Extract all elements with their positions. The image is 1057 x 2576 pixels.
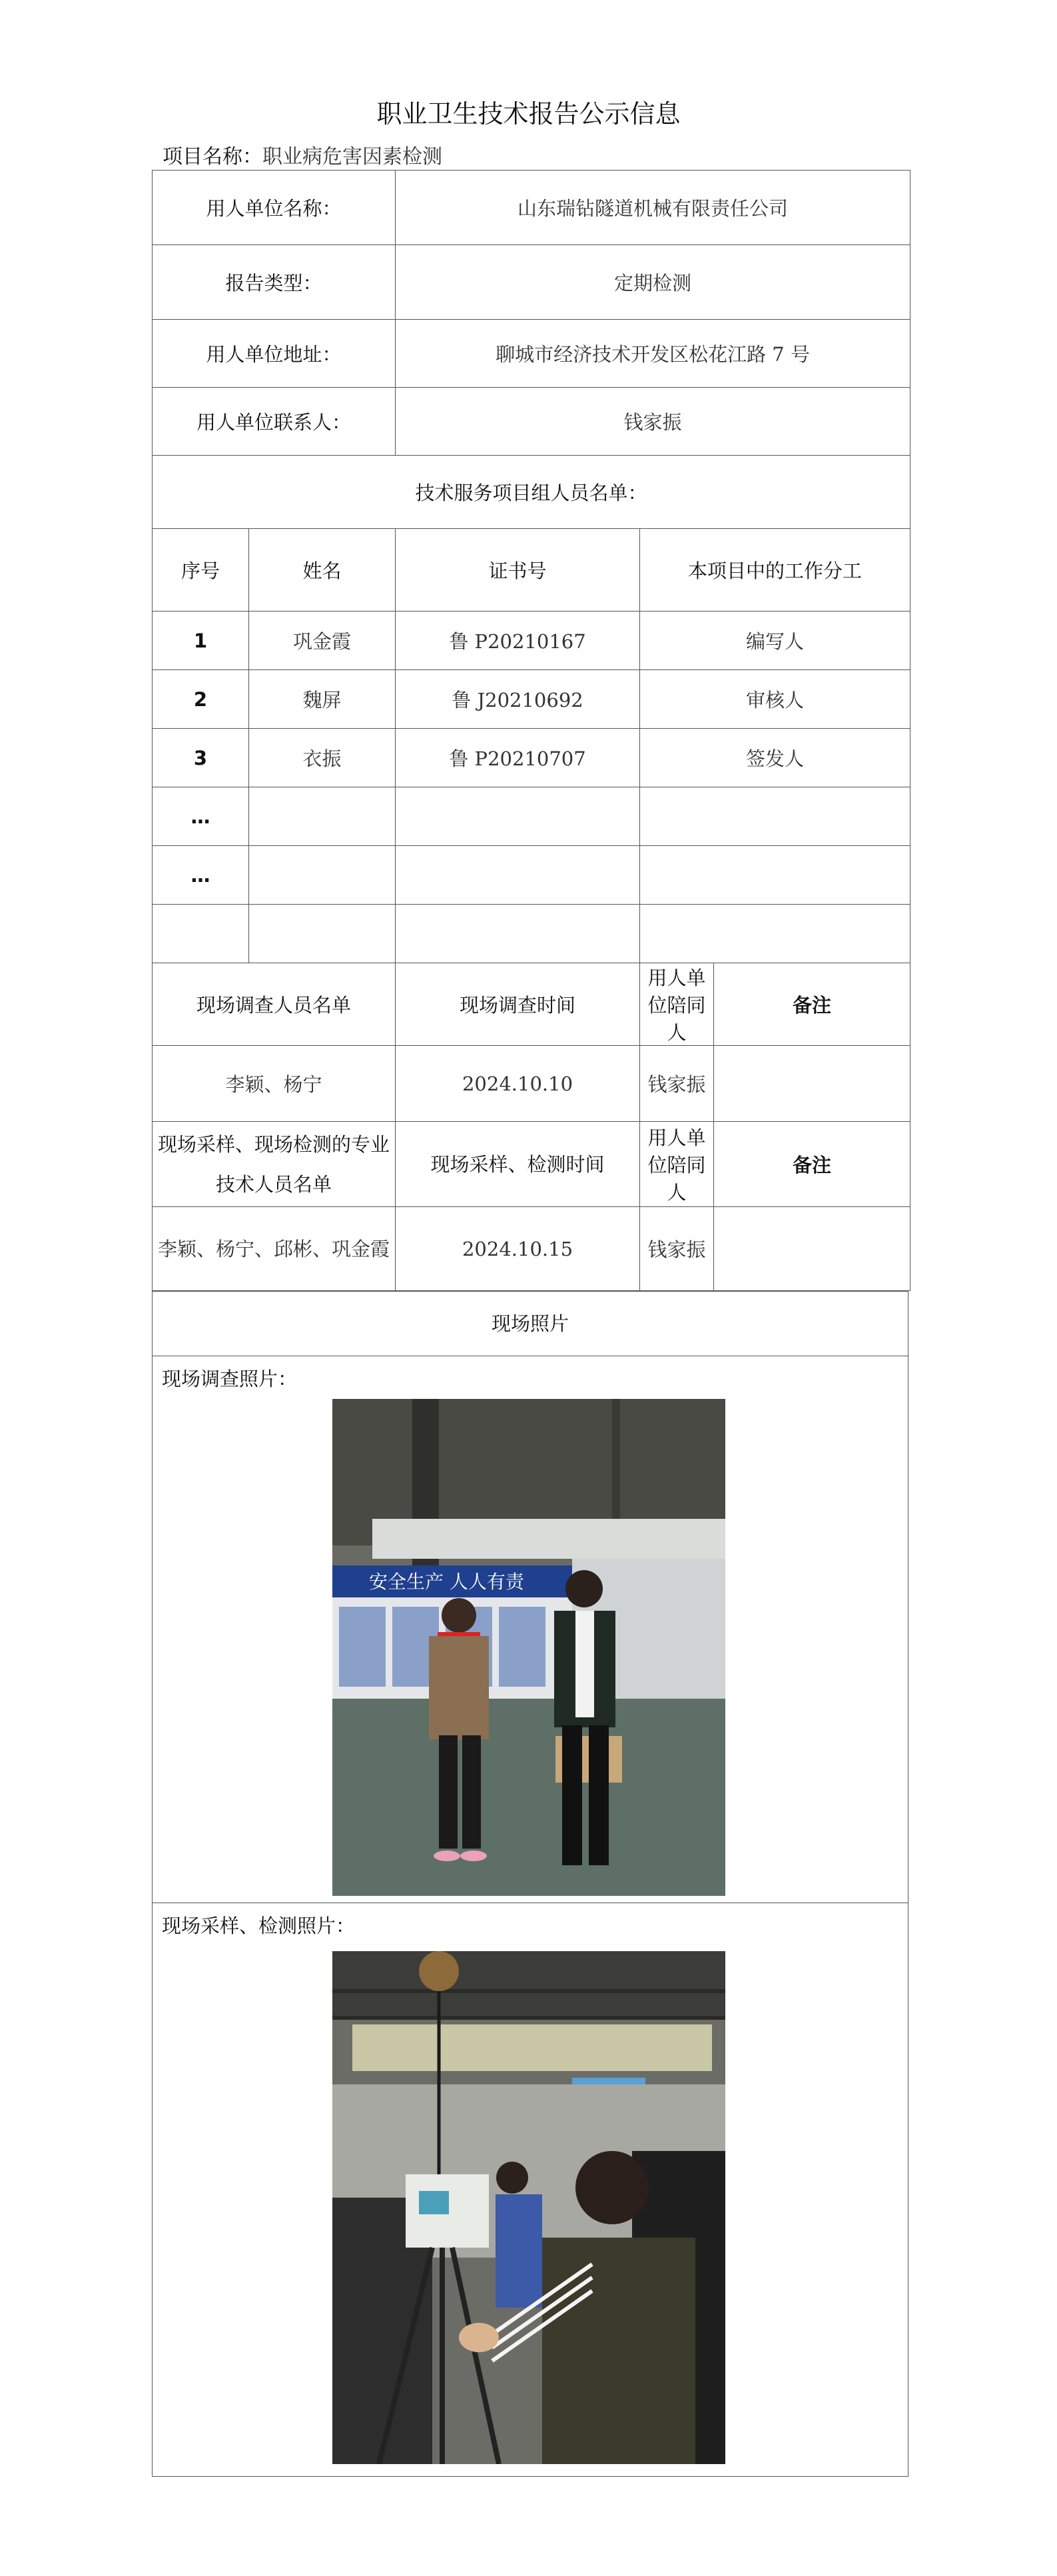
team-row-role xyxy=(640,905,910,963)
banner-text: 安全生产 人人有责 xyxy=(369,1571,524,1593)
survey-photo-label: 现场调查照片： xyxy=(162,1368,298,1390)
team-header-no: 序号 xyxy=(153,529,249,612)
project-line xyxy=(163,140,442,169)
team-row-no: 3 xyxy=(153,729,249,787)
team-row-name: 魏屏 xyxy=(249,670,396,729)
team-row-role: 编写人 xyxy=(640,612,910,670)
team-row-name: 衣振 xyxy=(249,729,396,787)
team-header-cert: 证书号 xyxy=(396,529,640,612)
info-table xyxy=(152,170,910,1291)
team-row-no: … xyxy=(153,846,249,905)
team-row-no: … xyxy=(153,787,249,846)
survey-date: 2024.10.10 xyxy=(396,1046,640,1122)
team-row-cert: 鲁 P20210167 xyxy=(396,612,640,670)
sampling-header-note: 备注 xyxy=(714,1122,910,1207)
team-row-name xyxy=(249,787,396,846)
survey-header-escort: 用人单位陪同人 xyxy=(640,963,714,1046)
team-row-role xyxy=(640,787,910,846)
photos-title: 现场照片 xyxy=(153,1292,908,1356)
contact-label: 用人单位联系人： xyxy=(153,388,396,456)
table-row xyxy=(153,612,910,670)
team-row-role xyxy=(640,846,910,905)
team-header-name: 姓名 xyxy=(249,529,396,612)
survey-note xyxy=(714,1046,910,1122)
sampling-photo-section xyxy=(153,1903,908,2476)
survey-photo-image xyxy=(332,1399,725,1896)
address-value: 聊城市经济技术开发区松花江路 7 号 xyxy=(396,320,910,388)
table-row xyxy=(153,846,910,905)
team-row-no: 2 xyxy=(153,670,249,729)
team-row-name xyxy=(249,905,396,963)
table-row xyxy=(153,905,910,963)
photos-section xyxy=(152,1291,908,2477)
sampling-header-escort: 用人单位陪同人 xyxy=(640,1122,714,1207)
report-type-value: 定期检测 xyxy=(396,245,910,320)
sampling-escort: 钱家振 xyxy=(640,1207,714,1291)
table-row xyxy=(153,787,910,846)
unit-name-label: 用人单位名称： xyxy=(153,171,396,245)
sampling-staff: 李颖、杨宁、邱彬、巩金霞 xyxy=(153,1207,396,1291)
unit-name-value: 山东瑞钻隧道机械有限责任公司 xyxy=(396,171,910,245)
sampling-photo xyxy=(332,1951,725,2464)
address-label: 用人单位地址： xyxy=(153,320,396,388)
table-row xyxy=(153,670,910,729)
sampling-photo-image xyxy=(332,1951,725,2464)
table-row xyxy=(153,729,910,787)
sampling-header-staff: 现场采样、现场检测的专业技术人员名单 xyxy=(153,1122,396,1207)
page-title: 职业卫生技术报告公示信息 xyxy=(376,99,681,129)
survey-staff: 李颖、杨宁 xyxy=(153,1046,396,1122)
survey-header-time: 现场调查时间 xyxy=(396,963,640,1046)
team-row-cert xyxy=(396,905,640,963)
team-row-cert xyxy=(396,846,640,905)
team-row-cert: 鲁 P20210707 xyxy=(396,729,640,787)
survey-photo-section xyxy=(153,1356,908,1903)
sampling-date: 2024.10.15 xyxy=(396,1207,640,1291)
team-row-cert xyxy=(396,787,640,846)
sampling-header-time: 现场采样、检测时间 xyxy=(396,1122,640,1207)
team-row-name xyxy=(249,846,396,905)
sampling-note xyxy=(714,1207,910,1291)
team-row-role: 审核人 xyxy=(640,670,910,729)
team-row-role: 签发人 xyxy=(640,729,910,787)
survey-header-note: 备注 xyxy=(714,963,910,1046)
survey-header-staff: 现场调查人员名单 xyxy=(153,963,396,1046)
project-value: 职业病危害因素检测 xyxy=(262,145,442,169)
team-row-name: 巩金霞 xyxy=(249,612,396,670)
team-row-no: 1 xyxy=(153,612,249,670)
survey-escort: 钱家振 xyxy=(640,1046,714,1122)
team-header-role: 本项目中的工作分工 xyxy=(640,529,910,612)
contact-value: 钱家振 xyxy=(396,388,910,456)
team-title: 技术服务项目组人员名单： xyxy=(153,456,910,529)
survey-photo xyxy=(332,1399,725,1896)
team-row-cert: 鲁 J20210692 xyxy=(396,670,640,729)
team-row-no xyxy=(153,905,249,963)
sampling-photo-label: 现场采样、检测照片： xyxy=(162,1915,356,1937)
project-label: 项目名称： xyxy=(163,145,262,169)
report-type-label: 报告类型： xyxy=(153,245,396,320)
